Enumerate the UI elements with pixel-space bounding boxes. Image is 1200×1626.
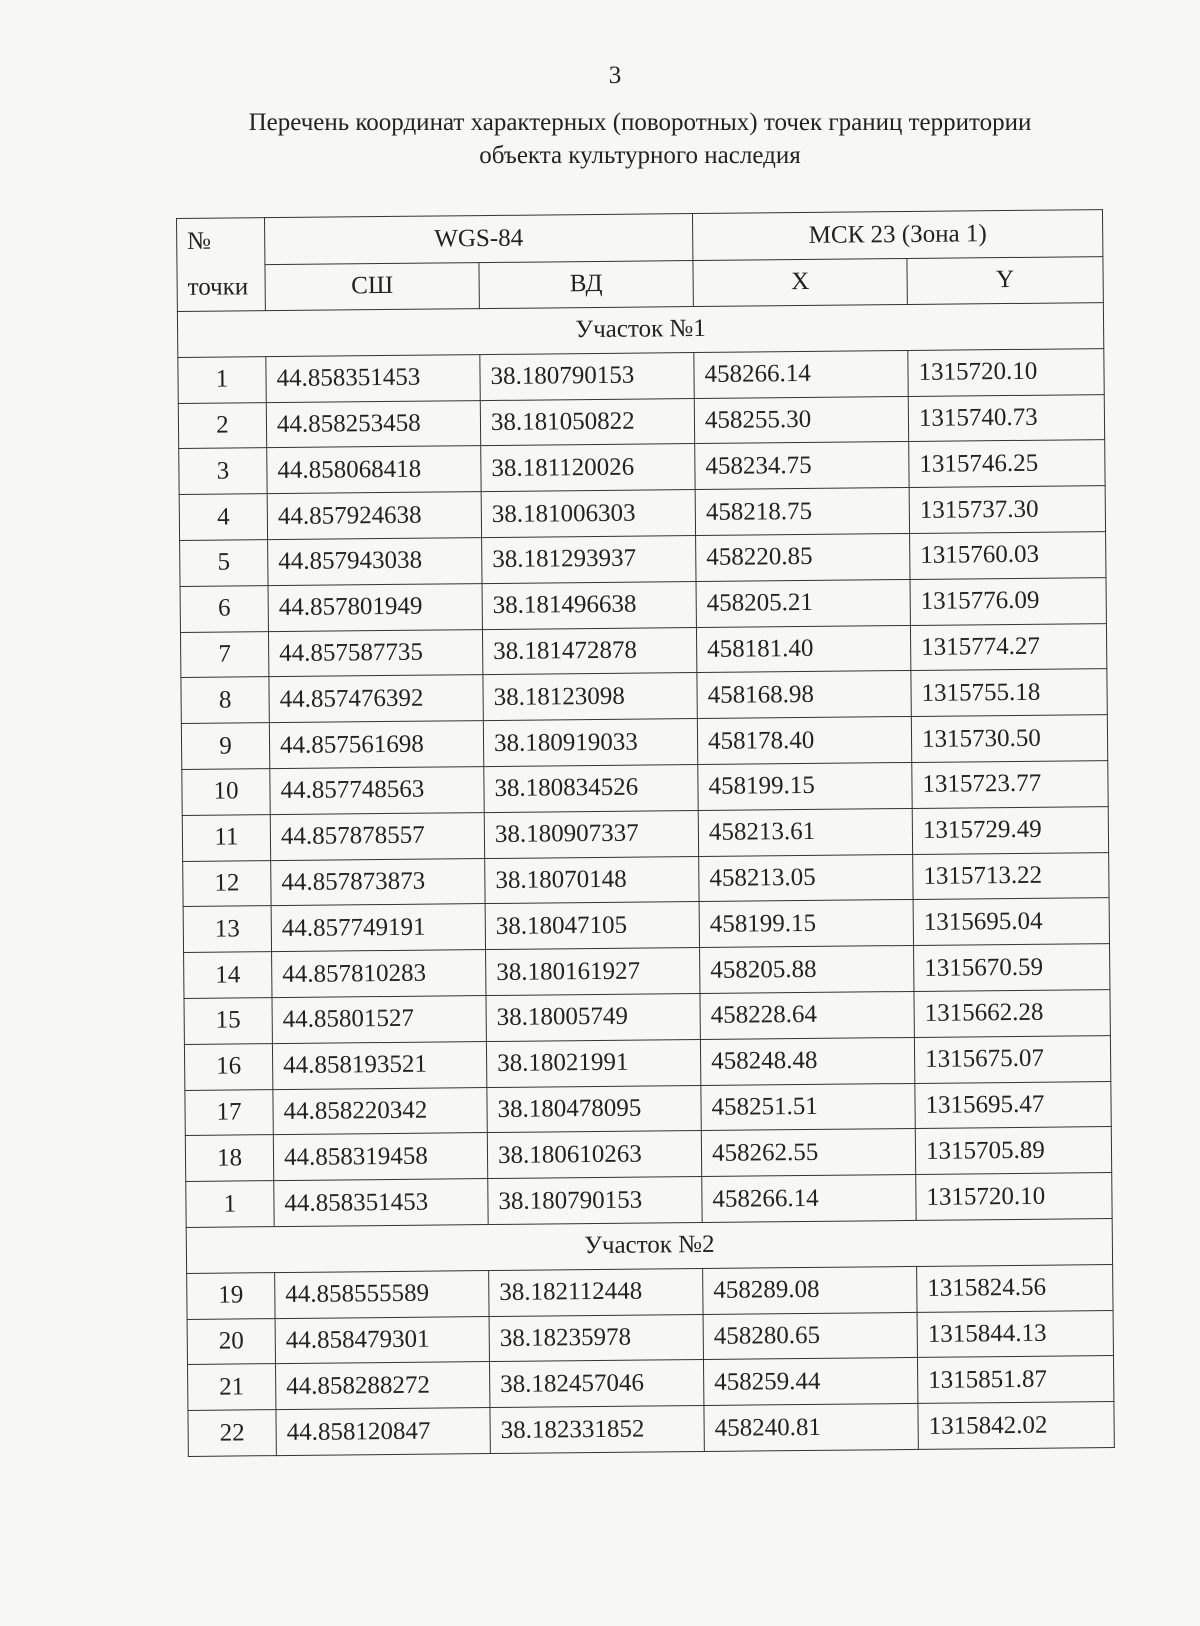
cell-y-coordinate: 1315851.87: [917, 1356, 1113, 1404]
header-point-number: [177, 218, 266, 312]
cell-latitude: 44.857878557: [270, 812, 484, 860]
cell-longitude: 38.18047105: [485, 902, 699, 950]
coordinates-table: [176, 209, 1115, 1457]
cell-y-coordinate: 1315776.09: [910, 577, 1106, 625]
cell-latitude: 44.857943038: [268, 538, 482, 586]
section-label: Участок №1: [177, 303, 1103, 358]
cell-x-coordinate: 458228.64: [700, 991, 914, 1039]
cell-x-coordinate: 458234.75: [695, 442, 909, 490]
cell-latitude: 44.858555589: [275, 1270, 489, 1318]
cell-longitude: 38.180907337: [484, 810, 698, 858]
cell-latitude: 44.857873873: [271, 858, 485, 906]
cell-latitude: 44.858319458: [273, 1133, 487, 1181]
cell-longitude: 38.180790153: [480, 352, 694, 400]
cell-x-coordinate: 458240.81: [704, 1404, 918, 1452]
cell-y-coordinate: 1315729.49: [912, 806, 1108, 854]
cell-y-coordinate: 1315723.77: [912, 761, 1108, 809]
cell-point-number: 8: [181, 677, 269, 724]
document-title: [170, 106, 1110, 172]
cell-longitude: 38.181006303: [481, 490, 695, 538]
cell-x-coordinate: 458199.15: [698, 762, 912, 810]
cell-longitude: 38.18235978: [489, 1314, 703, 1362]
cell-y-coordinate: 1315737.30: [909, 486, 1105, 534]
cell-point-number: 20: [187, 1318, 275, 1365]
cell-latitude: 44.857810283: [272, 950, 486, 998]
cell-latitude: 44.857749191: [271, 904, 485, 952]
cell-x-coordinate: 458280.65: [703, 1312, 917, 1360]
section-label: Участок №2: [186, 1218, 1112, 1273]
cell-y-coordinate: 1315730.50: [911, 715, 1107, 763]
cell-point-number: 12: [183, 860, 271, 907]
cell-longitude: 38.181293937: [482, 536, 696, 584]
cell-latitude: 44.858351453: [266, 354, 480, 402]
cell-y-coordinate: 1315695.47: [915, 1081, 1111, 1129]
cell-latitude: 44.858479301: [275, 1316, 489, 1364]
cell-point-number: 11: [182, 814, 270, 861]
cell-x-coordinate: 458213.61: [698, 808, 912, 856]
cell-latitude: 44.857587735: [268, 629, 482, 677]
cell-y-coordinate: 1315760.03: [910, 532, 1106, 580]
cell-y-coordinate: 1315695.04: [913, 898, 1109, 946]
cell-point-number: 7: [180, 631, 268, 678]
cell-x-coordinate: 458259.44: [704, 1358, 918, 1406]
cell-x-coordinate: 458289.08: [703, 1266, 917, 1314]
cell-x-coordinate: 458213.05: [699, 854, 913, 902]
cell-y-coordinate: 1315662.28: [914, 990, 1110, 1038]
cell-longitude: 38.180478095: [487, 1085, 701, 1133]
header-x: X: [693, 258, 907, 307]
cell-point-number: 1: [186, 1181, 274, 1228]
cell-x-coordinate: 458199.15: [699, 900, 913, 948]
cell-latitude: 44.857801949: [268, 583, 482, 631]
cell-x-coordinate: 458218.75: [695, 488, 909, 536]
cell-longitude: 38.182457046: [489, 1360, 703, 1408]
cell-point-number: 21: [188, 1364, 276, 1411]
cell-point-number: 4: [179, 494, 267, 541]
cell-longitude: 38.180161927: [486, 948, 700, 996]
cell-x-coordinate: 458255.30: [694, 396, 908, 444]
cell-point-number: 10: [182, 769, 270, 816]
cell-latitude: 44.858220342: [273, 1087, 487, 1135]
cell-x-coordinate: 458248.48: [700, 1037, 914, 1085]
cell-longitude: 38.18021991: [486, 1039, 700, 1087]
cell-latitude: 44.858253458: [266, 400, 480, 448]
cell-longitude: 38.180919033: [483, 719, 697, 767]
cell-y-coordinate: 1315774.27: [910, 623, 1106, 671]
cell-latitude: 44.85801527: [272, 996, 486, 1044]
cell-y-coordinate: 1315713.22: [913, 852, 1109, 900]
cell-point-number: 22: [188, 1410, 276, 1457]
cell-y-coordinate: 1315720.10: [916, 1173, 1112, 1221]
cell-longitude: 38.18123098: [483, 673, 697, 721]
cell-longitude: 38.181050822: [480, 398, 694, 446]
cell-longitude: 38.18070148: [485, 856, 699, 904]
title-line-2: объекта культурного наследия: [479, 142, 801, 169]
cell-latitude: 44.858120847: [276, 1408, 490, 1456]
table-body: [177, 303, 1114, 1457]
header-latitude: СШ: [265, 262, 479, 311]
cell-x-coordinate: 458266.14: [694, 350, 908, 398]
cell-x-coordinate: 458178.40: [697, 717, 911, 765]
cell-y-coordinate: 1315720.10: [908, 348, 1104, 396]
cell-latitude: 44.858193521: [272, 1041, 486, 1089]
header-longitude: ВД: [479, 260, 693, 309]
cell-y-coordinate: 1315746.25: [909, 440, 1105, 488]
cell-latitude: 44.857924638: [267, 492, 481, 540]
cell-latitude: 44.858351453: [274, 1179, 488, 1227]
cell-point-number: 5: [180, 540, 268, 587]
cell-latitude: 44.858288272: [276, 1362, 490, 1410]
cell-y-coordinate: 1315755.18: [911, 669, 1107, 717]
cell-x-coordinate: 458262.55: [701, 1129, 915, 1177]
cell-longitude: 38.180834526: [484, 764, 698, 812]
cell-latitude: 44.857561698: [269, 721, 483, 769]
cell-point-number: 18: [185, 1135, 273, 1182]
cell-point-number: 1: [178, 356, 266, 403]
page-number: 3: [608, 62, 622, 89]
cell-y-coordinate: 1315824.56: [917, 1264, 1113, 1312]
cell-x-coordinate: 458181.40: [696, 625, 910, 673]
cell-y-coordinate: 1315670.59: [914, 944, 1110, 992]
cell-y-coordinate: 1315842.02: [918, 1402, 1114, 1450]
cell-latitude: 44.858068418: [267, 446, 481, 494]
cell-latitude: 44.857476392: [269, 675, 483, 723]
cell-x-coordinate: 458205.88: [700, 946, 914, 994]
cell-longitude: 38.180790153: [488, 1177, 702, 1225]
cell-point-number: 14: [184, 952, 272, 999]
cell-point-number: 15: [184, 998, 272, 1045]
cell-x-coordinate: 458266.14: [702, 1175, 916, 1223]
cell-x-coordinate: 458168.98: [697, 671, 911, 719]
table-row: [188, 1402, 1114, 1457]
cell-longitude: 38.182331852: [490, 1406, 704, 1454]
cell-longitude: 38.181120026: [481, 444, 695, 492]
cell-longitude: 38.18005749: [486, 993, 700, 1041]
cell-y-coordinate: 1315740.73: [908, 394, 1104, 442]
cell-y-coordinate: 1315705.89: [915, 1127, 1111, 1175]
cell-point-number: 3: [179, 448, 267, 495]
cell-longitude: 38.181472878: [482, 627, 696, 675]
cell-latitude: 44.857748563: [270, 767, 484, 815]
header-y: Y: [907, 256, 1103, 304]
header-msk23: МСК 23 (Зона 1): [692, 210, 1102, 260]
cell-point-number: 2: [178, 402, 266, 449]
cell-x-coordinate: 458220.85: [696, 533, 910, 581]
cell-longitude: 38.181496638: [482, 581, 696, 629]
header-point-number-line-1: №: [187, 227, 212, 255]
cell-point-number: 13: [183, 906, 271, 953]
cell-x-coordinate: 458205.21: [696, 579, 910, 627]
cell-point-number: 17: [185, 1089, 273, 1136]
cell-longitude: 38.182112448: [489, 1268, 703, 1316]
cell-y-coordinate: 1315675.07: [914, 1035, 1110, 1083]
cell-x-coordinate: 458251.51: [701, 1083, 915, 1131]
cell-y-coordinate: 1315844.13: [917, 1310, 1113, 1358]
header-point-number-line-2: точки: [187, 273, 249, 301]
coordinates-table-wrapper: [176, 209, 1114, 1457]
cell-point-number: 19: [187, 1272, 275, 1319]
title-line-1: Перечень координат характерных (поворотных) точек границ территории: [248, 109, 1032, 136]
cell-point-number: 16: [184, 1043, 272, 1090]
cell-point-number: 6: [180, 585, 268, 632]
cell-point-number: 9: [181, 723, 269, 770]
cell-longitude: 38.180610263: [487, 1131, 701, 1179]
header-wgs84: WGS-84: [265, 214, 693, 265]
